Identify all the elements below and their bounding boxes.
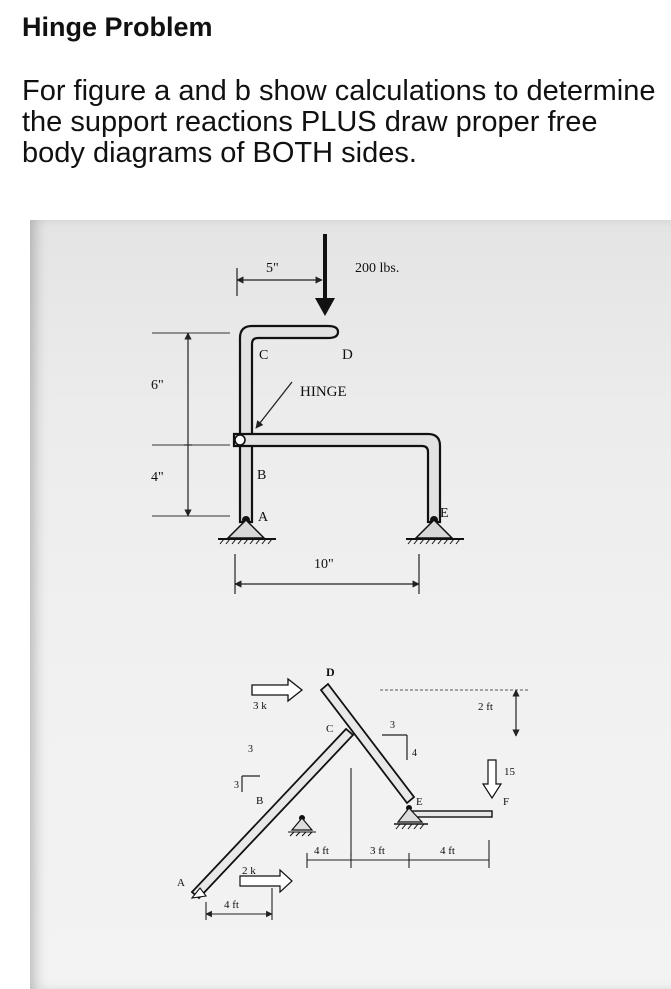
slope-left-rise-label: 3 bbox=[248, 744, 253, 755]
load-15-label: 15 bbox=[504, 766, 515, 778]
point-a-label: A bbox=[258, 510, 269, 525]
hinge-label: HINGE bbox=[300, 384, 347, 400]
point-e-label-b: E bbox=[416, 796, 423, 808]
point-c-label: C bbox=[259, 348, 269, 363]
member-abcd bbox=[240, 326, 338, 522]
slope-indicator-left bbox=[234, 744, 260, 792]
point-d-label-b: D bbox=[326, 665, 335, 679]
load-2k bbox=[240, 865, 292, 892]
dim-10in-label: 10" bbox=[314, 557, 334, 572]
slope-top-run-label: 3 bbox=[390, 720, 395, 731]
slope-indicator-top bbox=[382, 720, 417, 760]
problem-figure-photo bbox=[30, 220, 671, 989]
load-200lbs-label: 200 lbs. bbox=[355, 261, 400, 276]
dimension-bottom-row bbox=[307, 840, 489, 868]
figure-a bbox=[151, 234, 464, 594]
dimension-5in bbox=[237, 261, 322, 296]
support-b-pin bbox=[288, 815, 316, 836]
load-200lbs bbox=[315, 234, 399, 316]
point-b-label-b: B bbox=[256, 795, 264, 807]
dimension-10in bbox=[235, 554, 419, 594]
dim-3ft-label: 3 ft bbox=[370, 845, 385, 857]
question-text: For figure a and b show calculations to determine the support reactions PLUS draw proper free body diagrams of BOTH sides. bbox=[22, 75, 656, 169]
figure-b bbox=[177, 665, 530, 920]
load-2k-label: 2 k bbox=[242, 865, 256, 877]
hinge-pin bbox=[235, 435, 245, 445]
point-b-label: B bbox=[257, 468, 267, 483]
dim-4in-label: 4" bbox=[151, 470, 164, 485]
dim-4ft-mid-label: 4 ft bbox=[314, 845, 329, 857]
member-ac bbox=[192, 729, 353, 898]
dimension-4ft-bottom bbox=[206, 888, 272, 920]
support-e-pin bbox=[406, 516, 464, 544]
member-ef bbox=[408, 811, 492, 817]
slope-left-run-label: 3 bbox=[234, 780, 239, 791]
point-f-label-b: F bbox=[503, 796, 510, 808]
load-3k bbox=[252, 679, 302, 712]
load-15 bbox=[483, 760, 516, 798]
point-c-label-b: C bbox=[326, 723, 334, 735]
dimension-2ft bbox=[380, 690, 530, 736]
dimension-left bbox=[151, 333, 230, 516]
point-e-label: E bbox=[440, 506, 449, 521]
dim-6in-label: 6" bbox=[151, 378, 164, 393]
hinge-pointer bbox=[256, 382, 292, 428]
point-a-label-b: A bbox=[177, 877, 185, 889]
slope-top-rise-label: 4 bbox=[412, 748, 417, 759]
load-3k-label: 3 k bbox=[253, 700, 267, 712]
dim-4ft-bottom-label: 4 ft bbox=[224, 899, 239, 911]
dim-2ft-label: 2 ft bbox=[478, 701, 493, 713]
page-title: Hinge Problem bbox=[22, 12, 213, 42]
dim-5in-label: 5" bbox=[266, 261, 279, 276]
dim-4ft-right-label: 4 ft bbox=[440, 845, 455, 857]
point-d-label: D bbox=[342, 347, 353, 363]
